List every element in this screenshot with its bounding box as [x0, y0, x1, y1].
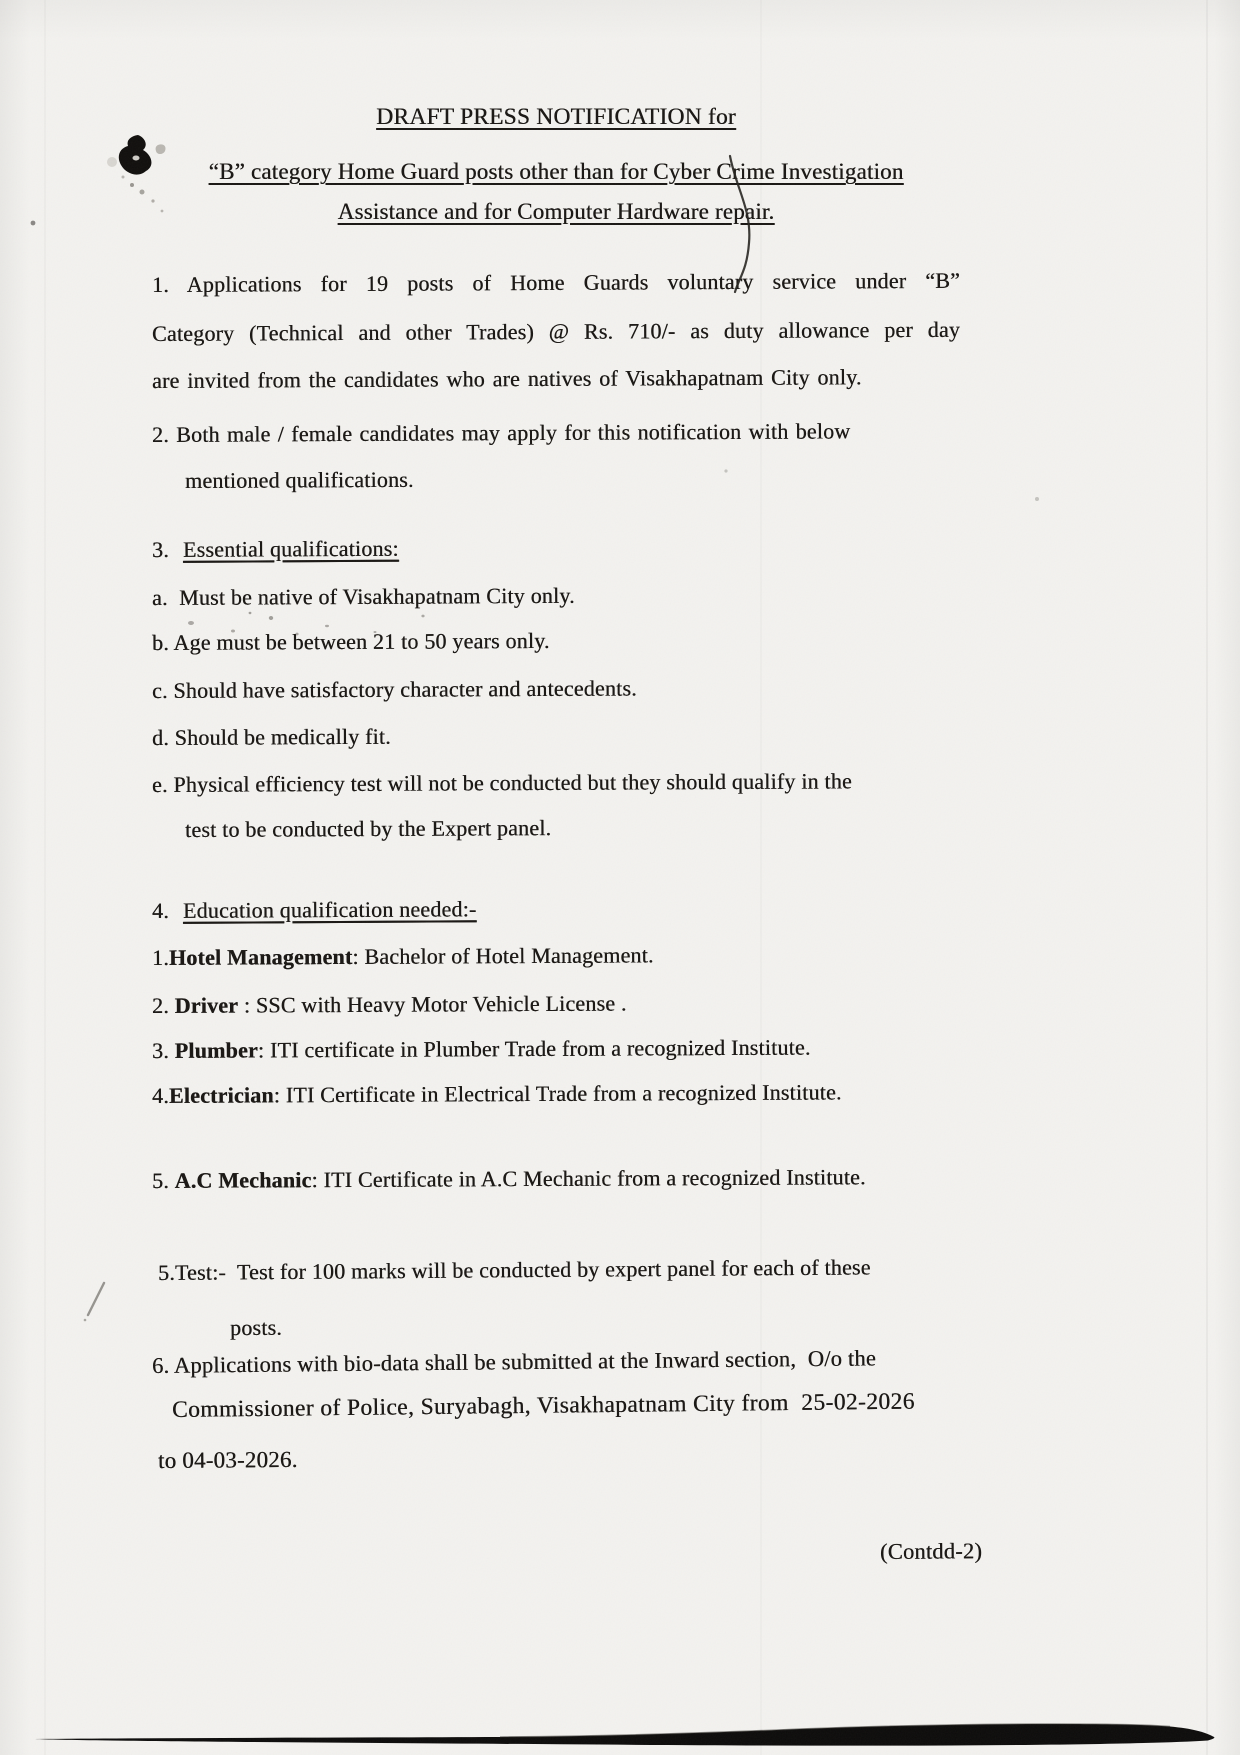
subtitle-line-2: Assistance and for Computer Hardware repair.	[337, 199, 775, 224]
section4-heading	[152, 895, 477, 925]
para6-line-2: Commissioner of Police, Suryabagh, Visakhapatnam City from 25-02-2026	[171, 1388, 915, 1423]
education-item-number: 3.	[151, 1037, 175, 1063]
education-item-trade: Plumber	[174, 1037, 258, 1063]
education-item-trade: A.C Mechanic	[174, 1167, 312, 1193]
stray-speck	[1030, 492, 1044, 506]
section3-heading-text: Essential qualifications:	[182, 535, 399, 562]
education-item-4	[152, 1078, 842, 1110]
essential-item-a: a. Must be native of Visakhapatnam City only.	[151, 582, 575, 610]
essential-item-e-line-2: test to be conducted by the Expert panel.	[184, 815, 552, 842]
para2-line-1: 2. Both male / female candidates may apply for this notification with below	[151, 418, 851, 447]
section3-heading	[152, 535, 399, 564]
para1-line-2: Category (Technical and other Trades) @ Rs. 710/- as duty allowance per day	[151, 316, 961, 346]
education-item-5	[152, 1163, 866, 1195]
education-item-detail: : ITI Certificate in A.C Mechanic from a recognized Institute.	[311, 1164, 866, 1193]
education-item-1	[152, 941, 654, 972]
scanner-streak	[760, 0, 762, 1755]
education-item-detail: : ITI certificate in Plumber Trade from a recognized Institute.	[257, 1034, 811, 1063]
essential-item-c: c. Should have satisfactory character and antecedents.	[151, 675, 637, 703]
education-item-detail: : Bachelor of Hotel Management.	[352, 942, 654, 969]
para6-line-3: to 04-03-2026.	[157, 1446, 298, 1473]
scan-edge-shadow	[0, 1693, 1240, 1755]
education-item-number: 2.	[151, 992, 175, 1018]
scanner-streak	[44, 0, 46, 1755]
para1-line-1: 1. Applications for 19 posts of Home Guards voluntary service under “B”	[151, 267, 961, 297]
stray-speck	[25, 215, 41, 231]
education-item-trade: Driver	[174, 992, 239, 1018]
page-title: DRAFT PRESS NOTIFICATION for	[376, 104, 736, 130]
para1-line-3: are invited from the candidates who are natives of Visakhapatnam City only.	[151, 364, 862, 393]
education-item-2	[152, 990, 627, 1020]
para6-line-1: 6. Applications with bio-data shall be submitted at the Inward section, O/o the	[151, 1345, 877, 1378]
scanner-streak	[1206, 0, 1208, 1755]
section4-heading-text: Education qualification needed:-	[182, 896, 477, 923]
section3-number: 3.	[151, 536, 169, 562]
education-item-number: 5.	[151, 1167, 175, 1193]
pen-slash-icon	[78, 1275, 114, 1323]
education-item-trade: Electrician	[168, 1082, 274, 1108]
essential-item-d: d. Should be medically fit.	[151, 723, 391, 750]
essential-item-b: b. Age must be between 21 to 50 years only.	[151, 627, 550, 655]
education-item-number: 4.	[151, 1082, 169, 1108]
education-item-3	[152, 1034, 811, 1065]
essential-item-e-line-1: e. Physical efficiency test will not be conducted but they should qualify in the	[151, 768, 852, 797]
test-line-2: posts.	[229, 1314, 282, 1340]
test-line-1: 5.Test:- Test for 100 marks will be conducted by expert panel for each of these	[157, 1254, 871, 1285]
education-item-number: 1.	[151, 944, 169, 970]
stray-speck	[720, 465, 732, 477]
continuation-note: (Contdd-2)	[879, 1538, 983, 1564]
education-item-detail: : SSC with Heavy Motor Vehicle License .	[238, 990, 627, 1018]
subtitle-line-1: “B” category Home Guard posts other than for Cyber Crime Investigation	[208, 159, 904, 184]
section4-number: 4.	[151, 897, 169, 923]
education-item-trade: Hotel Management	[168, 943, 353, 970]
para2-line-2: mentioned qualifications.	[184, 466, 414, 493]
education-item-detail: : ITI Certificate in Electrical Trade from a recognized Institute.	[273, 1079, 842, 1108]
